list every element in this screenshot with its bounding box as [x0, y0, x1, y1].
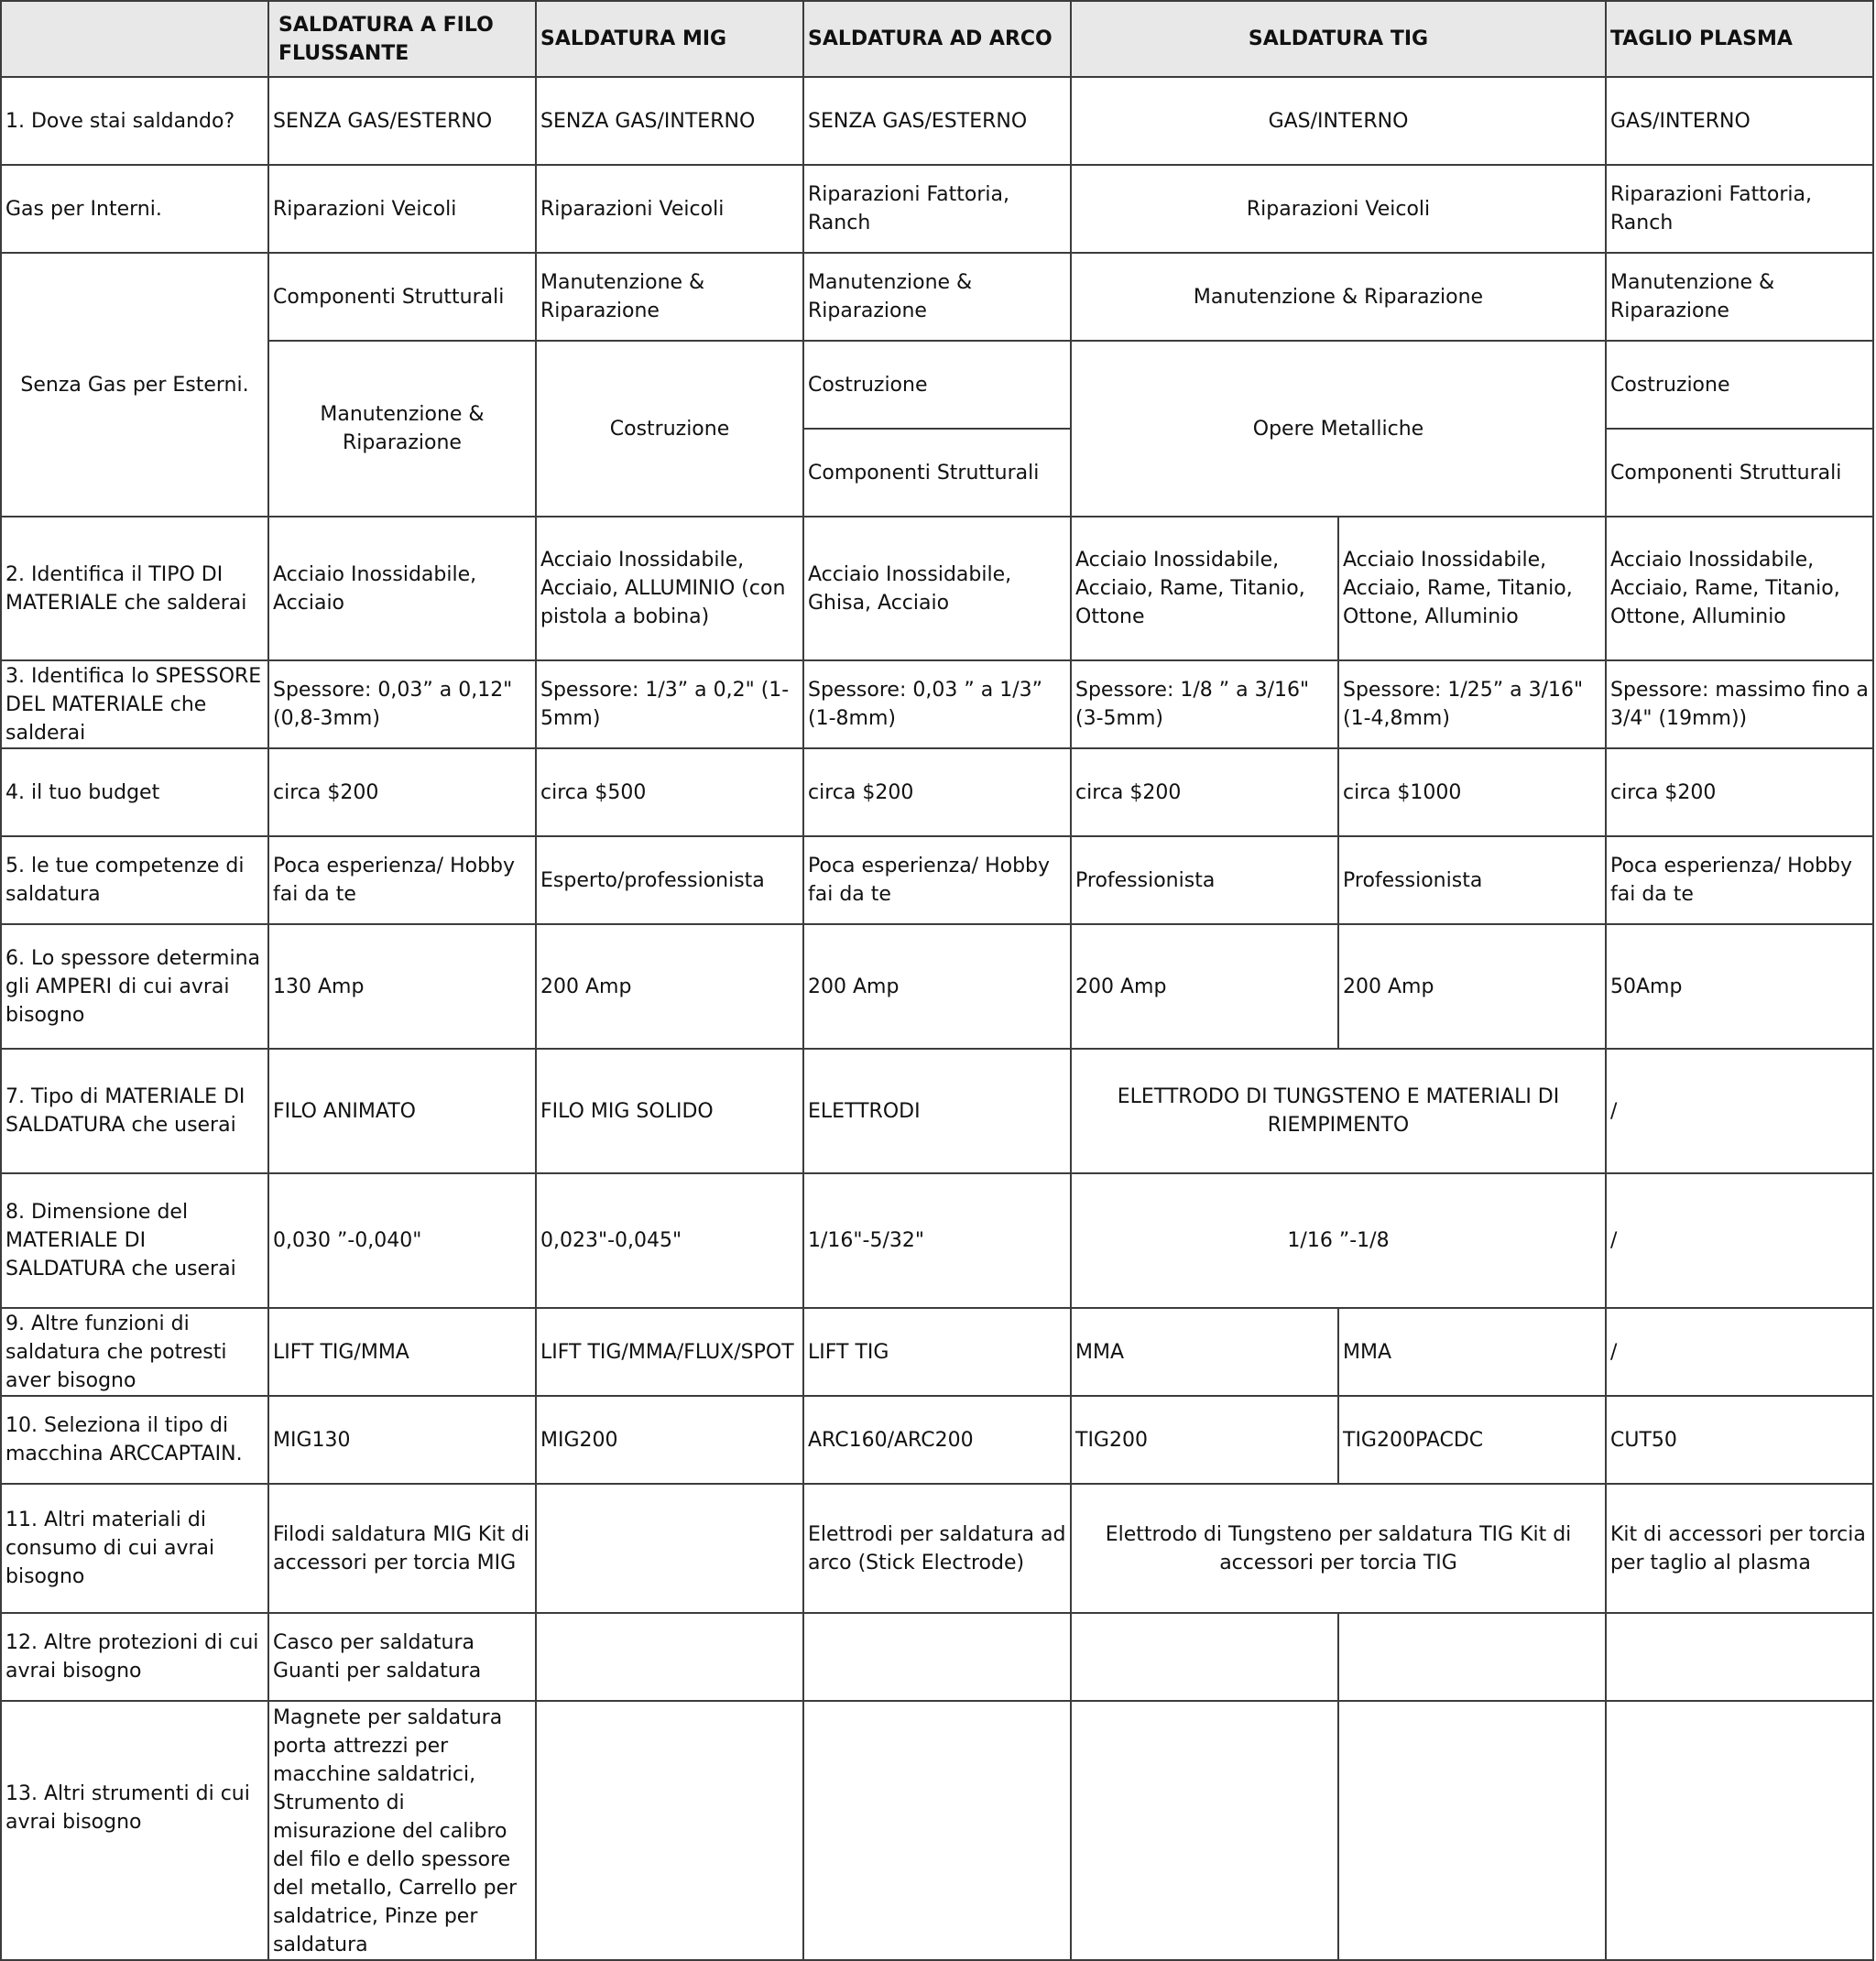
- q13-plasma[interactable]: [1606, 1701, 1873, 1960]
- q3-plasma[interactable]: Spessore: massimo fino a 3/4" (19mm)): [1606, 660, 1873, 748]
- q10-plasma[interactable]: CUT50: [1606, 1396, 1873, 1484]
- q2-plasma[interactable]: Acciaio Inossidabile, Acciaio, Rame, Titanio, Ottone, Alluminio: [1606, 517, 1873, 660]
- q8-arc[interactable]: 1/16"-5/32": [803, 1173, 1071, 1308]
- q4-flux-cored[interactable]: circa $200: [268, 748, 536, 836]
- q6-arc[interactable]: 200 Amp: [803, 924, 1071, 1049]
- outdoor-r3-arc[interactable]: Componenti Strutturali: [803, 429, 1071, 517]
- q9-arc[interactable]: LIFT TIG: [803, 1308, 1071, 1396]
- row-q7: [1, 1049, 1873, 1173]
- q12-tig-1[interactable]: [1071, 1613, 1338, 1701]
- q13-tig-2[interactable]: [1338, 1701, 1606, 1960]
- q2-tig-2[interactable]: Acciaio Inossidabile, Acciaio, Rame, Titanio, Ottone, Alluminio: [1338, 517, 1606, 660]
- outdoor-r2-flux-cored[interactable]: Manutenzione & Riparazione: [268, 341, 536, 517]
- outdoor-r1-mig[interactable]: Manutenzione & Riparazione: [536, 253, 803, 341]
- outdoor-r2-tig[interactable]: Opere Metalliche: [1071, 341, 1606, 517]
- q13-label[interactable]: [1, 1701, 268, 1960]
- row-q9: [1, 1308, 1873, 1396]
- q6-tig-2[interactable]: 200 Amp: [1338, 924, 1606, 1049]
- gas-tig[interactable]: Riparazioni Veicoli: [1071, 165, 1606, 253]
- header-flux-cored[interactable]: SALDATURA A FILO FLUSSANTE: [268, 1, 536, 77]
- q3-arc[interactable]: Spessore: 0,03 ” a 1/3” (1-8mm): [803, 660, 1071, 748]
- row-gas: [1, 165, 1873, 253]
- q10-tig-1[interactable]: TIG200: [1071, 1396, 1338, 1484]
- q12-flux-cored[interactable]: Casco per saldatura Guanti per saldatura: [268, 1613, 536, 1701]
- q12-label[interactable]: 12. Altre protezioni di cui avrai bisogno: [1, 1613, 268, 1701]
- outdoor-r1-tig[interactable]: Manutenzione & Riparazione: [1071, 253, 1606, 341]
- q5-label[interactable]: 5. le tue competenze di saldatura: [1, 836, 268, 924]
- row-q11: [1, 1484, 1873, 1613]
- q7-label[interactable]: 7. Tipo di MATERIALE DI SALDATURA che userai: [1, 1049, 268, 1173]
- q9-plasma[interactable]: /: [1606, 1308, 1873, 1396]
- q2-flux-cored[interactable]: Acciaio Inossidabile, Acciaio: [268, 517, 536, 660]
- q6-label[interactable]: 6. Lo spessore determina gli AMPERI di cui avrai bisogno: [1, 924, 268, 1049]
- q8-mig[interactable]: 0,023"-0,045": [536, 1173, 803, 1308]
- q10-flux-cored[interactable]: MIG130: [268, 1396, 536, 1484]
- row-q2: [1, 517, 1873, 660]
- q2-label[interactable]: 2. Identifica il TIPO DI MATERIALE che salderai: [1, 517, 268, 660]
- header-mig[interactable]: SALDATURA MIG: [536, 1, 803, 77]
- q1-arc[interactable]: SENZA GAS/ESTERNO: [803, 77, 1071, 165]
- q1-tig[interactable]: GAS/INTERNO: [1071, 77, 1606, 165]
- q3-tig-1[interactable]: Spessore: 1/8 ” a 3/16" (3-5mm): [1071, 660, 1338, 748]
- q10-tig-2[interactable]: TIG200PACDC: [1338, 1396, 1606, 1484]
- q6-tig-1[interactable]: 200 Amp: [1071, 924, 1338, 1049]
- q11-label[interactable]: 11. Altri materiali di consumo di cui avrai bisogno: [1, 1484, 268, 1613]
- q3-tig-2[interactable]: Spessore: 1/25” a 3/16" (1-4,8mm): [1338, 660, 1606, 748]
- q7-arc[interactable]: ELETTRODI: [803, 1049, 1071, 1173]
- q3-mig[interactable]: Spessore: 1/3” a 0,2" (1-5mm): [536, 660, 803, 748]
- q5-tig-2[interactable]: Professionista: [1338, 836, 1606, 924]
- q13-flux-cored[interactable]: Magnete per saldatura porta attrezzi per macchine saldatrici, Strumento di misurazione del calibro del filo e dello spessore del metallo, Carrello per saldatrice, Pinze per saldatura: [268, 1701, 536, 1960]
- header-blank[interactable]: [1, 1, 268, 77]
- gas-flux-cored[interactable]: Riparazioni Veicoli: [268, 165, 536, 253]
- header-arc[interactable]: SALDATURA AD ARCO: [803, 1, 1071, 77]
- q1-mig[interactable]: SENZA GAS/INTERNO: [536, 77, 803, 165]
- q2-tig-1[interactable]: Acciaio Inossidabile, Acciaio, Rame, Titanio, Ottone: [1071, 517, 1338, 660]
- outdoor-r1-flux-cored[interactable]: Componenti Strutturali: [268, 253, 536, 341]
- q1-plasma[interactable]: GAS/INTERNO: [1606, 77, 1873, 165]
- q5-arc[interactable]: Poca esperienza/ Hobby fai da te: [803, 836, 1071, 924]
- row-q8: [1, 1173, 1873, 1308]
- q7-tig[interactable]: ELETTRODO DI TUNGSTENO E MATERIALI DI RIEMPIMENTO: [1071, 1049, 1606, 1173]
- q5-plasma[interactable]: Poca esperienza/ Hobby fai da te: [1606, 836, 1873, 924]
- row-q3: [1, 660, 1873, 748]
- q9-label[interactable]: 9. Altre funzioni di saldatura che potresti aver bisogno: [1, 1308, 268, 1396]
- q4-tig-2[interactable]: circa $1000: [1338, 748, 1606, 836]
- row-q1: [1, 77, 1873, 165]
- q8-plasma[interactable]: /: [1606, 1173, 1873, 1308]
- q2-mig[interactable]: Acciaio Inossidabile, Acciaio, ALLUMINIO (con pistola a bobina): [536, 517, 803, 660]
- q12-tig-2[interactable]: [1338, 1613, 1606, 1701]
- header-row: [1, 1, 1873, 77]
- outdoor-r3-plasma[interactable]: Componenti Strutturali: [1606, 429, 1873, 517]
- q6-plasma[interactable]: 50Amp: [1606, 924, 1873, 1049]
- q5-mig[interactable]: Esperto/professionista: [536, 836, 803, 924]
- q1-flux-cored[interactable]: SENZA GAS/ESTERNO: [268, 77, 536, 165]
- q3-label[interactable]: 3. Identifica lo SPESSORE DEL MATERIALE che salderai: [1, 660, 268, 748]
- q13-label-text: 13. Altri strumenti di cui avrai bisogno: [5, 1782, 250, 1834]
- q10-arc[interactable]: ARC160/ARC200: [803, 1396, 1071, 1484]
- q4-arc[interactable]: circa $200: [803, 748, 1071, 836]
- row-q10: [1, 1396, 1873, 1484]
- q3-flux-cored[interactable]: Spessore: 0,03” a 0,12" (0,8-3mm): [268, 660, 536, 748]
- q13-mig[interactable]: [536, 1701, 803, 1960]
- q6-mig[interactable]: 200 Amp: [536, 924, 803, 1049]
- q10-label[interactable]: 10. Seleziona il tipo di macchina ARCCAPTAIN.: [1, 1396, 268, 1484]
- q7-plasma[interactable]: /: [1606, 1049, 1873, 1173]
- q5-flux-cored[interactable]: Poca esperienza/ Hobby fai da te: [268, 836, 536, 924]
- outdoor-r1-plasma[interactable]: Manutenzione & Riparazione: [1606, 253, 1873, 341]
- q11-arc[interactable]: Elettrodi per saldatura ad arco (Stick Electrode): [803, 1484, 1071, 1613]
- q4-tig-1[interactable]: circa $200: [1071, 748, 1338, 836]
- q7-flux-cored[interactable]: FILO ANIMATO: [268, 1049, 536, 1173]
- q13-arc[interactable]: [803, 1701, 1071, 1960]
- q9-tig-1[interactable]: MMA: [1071, 1308, 1338, 1396]
- outdoor-r2-mig[interactable]: Costruzione: [536, 341, 803, 517]
- q8-tig[interactable]: 1/16 ”-1/8: [1071, 1173, 1606, 1308]
- q9-flux-cored[interactable]: LIFT TIG/MMA: [268, 1308, 536, 1396]
- row-q12: [1, 1613, 1873, 1701]
- header-tig[interactable]: SALDATURA TIG: [1071, 1, 1606, 77]
- q11-tig[interactable]: Elettrodo di Tungsteno per saldatura TIG Kit di accessori per torcia TIG: [1071, 1484, 1606, 1613]
- gas-arc[interactable]: Riparazioni Fattoria, Ranch: [803, 165, 1071, 253]
- outdoor-label[interactable]: Senza Gas per Esterni.: [1, 253, 268, 517]
- gas-mig[interactable]: Riparazioni Veicoli: [536, 165, 803, 253]
- q4-plasma[interactable]: circa $200: [1606, 748, 1873, 836]
- q12-arc[interactable]: [803, 1613, 1071, 1701]
- q4-mig[interactable]: circa $500: [536, 748, 803, 836]
- q12-mig[interactable]: [536, 1613, 803, 1701]
- gas-plasma[interactable]: Riparazioni Fattoria, Ranch: [1606, 165, 1873, 253]
- row-q13: [1, 1701, 1873, 1960]
- row-q6: [1, 924, 1873, 1049]
- q9-mig[interactable]: LIFT TIG/MMA/FLUX/SPOT: [536, 1308, 803, 1396]
- header-plasma[interactable]: TAGLIO PLASMA: [1606, 1, 1873, 77]
- q11-flux-cored[interactable]: Filodi saldatura MIG Kit di accessori per torcia MIG: [268, 1484, 536, 1613]
- outdoor-r1-arc[interactable]: Manutenzione & Riparazione: [803, 253, 1071, 341]
- row-outdoor-2: [1, 341, 1873, 429]
- q8-flux-cored[interactable]: 0,030 ”-0,040": [268, 1173, 536, 1308]
- q1-label[interactable]: 1. Dove stai saldando?: [1, 77, 268, 165]
- q11-plasma[interactable]: Kit di accessori per torcia per taglio al plasma: [1606, 1484, 1873, 1613]
- gas-label[interactable]: Gas per Interni.: [1, 165, 268, 253]
- row-q4: [1, 748, 1873, 836]
- q9-tig-2[interactable]: MMA: [1338, 1308, 1606, 1396]
- q2-arc[interactable]: Acciaio Inossidabile, Ghisa, Acciaio: [803, 517, 1071, 660]
- q7-mig[interactable]: FILO MIG SOLIDO: [536, 1049, 803, 1173]
- q6-flux-cored[interactable]: 130 Amp: [268, 924, 536, 1049]
- q12-plasma[interactable]: [1606, 1613, 1873, 1701]
- q5-tig-1[interactable]: Professionista: [1071, 836, 1338, 924]
- q4-label[interactable]: 4. il tuo budget: [1, 748, 268, 836]
- q10-mig[interactable]: MIG200: [536, 1396, 803, 1484]
- q8-label[interactable]: 8. Dimensione del MATERIALE DI SALDATURA che userai: [1, 1173, 268, 1308]
- row-outdoor-1: [1, 253, 1873, 341]
- outdoor-r2-plasma[interactable]: Costruzione: [1606, 341, 1873, 429]
- q13-tig-1[interactable]: [1071, 1701, 1338, 1960]
- q11-mig[interactable]: [536, 1484, 803, 1613]
- outdoor-r2-arc[interactable]: Costruzione: [803, 341, 1071, 429]
- row-q5: [1, 836, 1873, 924]
